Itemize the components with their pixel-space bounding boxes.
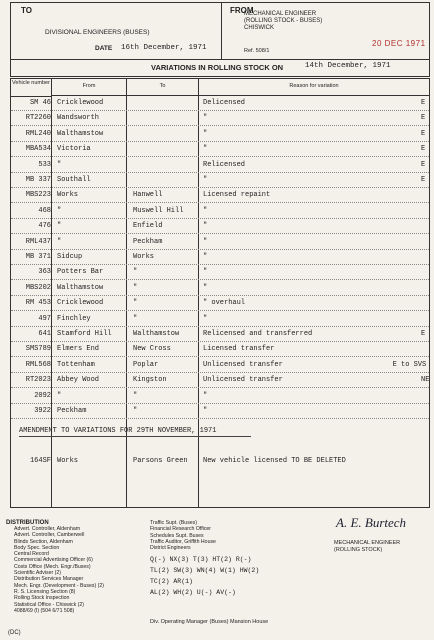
table-row xyxy=(11,189,429,203)
table-row xyxy=(11,251,429,265)
flag-cell: NE xyxy=(421,376,430,385)
from-label: FROM xyxy=(230,6,254,15)
distribution-item: Central Record xyxy=(14,551,49,558)
distribution-item: Commercial Advertising Officer (6) xyxy=(14,557,93,564)
reason-cell: Relicensed and transferred xyxy=(203,330,313,338)
to-cell: " xyxy=(133,391,138,400)
col-header-to: To xyxy=(127,79,198,96)
table-row xyxy=(11,282,429,296)
vehicle-number: RML437 xyxy=(25,237,51,246)
district-codes xyxy=(150,554,259,598)
from-cell: Cricklewood xyxy=(57,299,104,308)
distribution-item: District Engineers xyxy=(150,545,191,552)
from-cell: Southall xyxy=(57,176,91,184)
to-cell: " xyxy=(133,314,138,323)
distribution-list-mid xyxy=(150,520,300,551)
distribution-footer xyxy=(6,515,430,638)
reason-cell: " xyxy=(203,237,208,246)
distribution-list-left xyxy=(14,526,164,614)
distribution-item: Schedules Supt. Buses xyxy=(150,532,204,539)
flag-cell: E xyxy=(421,114,426,123)
vehicle-number: RML568 xyxy=(25,360,51,369)
table-row xyxy=(11,328,429,342)
from-cell: " xyxy=(57,160,62,169)
table-row xyxy=(11,128,429,142)
from-cell: Sidcup xyxy=(57,253,83,261)
col-header-reason: Reason for variation xyxy=(199,79,429,96)
title-date: 14th December, 1971 xyxy=(305,62,391,70)
vehicle-number: 3922 xyxy=(34,407,51,415)
amendment-reason: New vehicle licensed TO BE DELETED xyxy=(203,457,346,465)
to-cell: " xyxy=(133,268,138,277)
table-row xyxy=(11,174,429,188)
date-value: 16th December, 1971 xyxy=(121,44,207,52)
table-row xyxy=(11,343,429,357)
vehicle-number: 533 xyxy=(38,160,51,169)
to-cell: Muswell Hill xyxy=(133,206,184,215)
reason-cell: " xyxy=(203,176,208,184)
signature-subtitle: (ROLLING STOCK) xyxy=(334,547,383,553)
distribution-item: Distribution Services Manager xyxy=(14,576,84,583)
table-row xyxy=(11,390,429,404)
table-row xyxy=(11,359,429,373)
received-stamp: 20 DEC 1971 xyxy=(372,39,426,48)
flag-cell: E xyxy=(421,99,426,107)
table-row xyxy=(11,112,429,126)
title-bar xyxy=(10,58,430,77)
reason-cell: Licensed repaint xyxy=(203,191,271,200)
to-cell: Hanwell xyxy=(133,191,163,200)
reference: Ref. 508/1 xyxy=(244,48,270,54)
table-row xyxy=(11,159,429,173)
district-code-line: AL(2) WH(2) U(-) AV(-) xyxy=(150,589,236,596)
vehicle-number: RT2023 xyxy=(25,376,51,385)
reason-cell: " overhaul xyxy=(203,299,246,308)
vehicle-number: 641 xyxy=(38,330,51,338)
col-header-vehicle: Vehicle number xyxy=(11,79,51,97)
reason-cell: " xyxy=(203,145,208,154)
variations-table xyxy=(10,78,430,508)
reason-cell: " xyxy=(203,314,208,323)
to-cell: Walthamstow xyxy=(133,330,180,338)
distribution-item: Mech. Engr. (Development - Buses) (2) xyxy=(14,582,104,589)
from-cell: Walthamstow xyxy=(57,129,104,138)
from-cell: Elmers End xyxy=(57,345,100,354)
from-cell: " xyxy=(57,222,62,231)
table-row xyxy=(11,220,429,234)
vehicle-number: RT2260 xyxy=(25,114,51,123)
distribution-item: Scientific Adviser (2) xyxy=(14,570,61,577)
table-row xyxy=(11,205,429,219)
distribution-item: Statistical Office - Chiswick (2) xyxy=(14,601,84,608)
reason-cell: Licensed transfer xyxy=(203,345,275,354)
from-cell: Works xyxy=(57,191,79,200)
to-cell: Peckham xyxy=(133,237,163,246)
table-row xyxy=(11,297,429,311)
from-cell: Abbey Wood xyxy=(57,376,100,385)
from-cell: Tottenham xyxy=(57,360,95,369)
table-row xyxy=(11,236,429,250)
table-row xyxy=(11,374,429,388)
flag-cell: E xyxy=(421,330,426,338)
reason-cell: " xyxy=(203,391,208,400)
from-cell: Cricklewood xyxy=(57,99,104,107)
distribution-item: Traffic Auditor, Griffith House xyxy=(150,538,216,545)
from-section xyxy=(222,3,429,59)
vehicle-number: MB 371 xyxy=(25,253,51,261)
to-cell: Kingston xyxy=(133,376,167,385)
vehicle-number: 2092 xyxy=(34,391,51,400)
from-cell: Finchley xyxy=(57,314,91,323)
distribution-item: Advert. Controller, Aldenham xyxy=(14,526,81,532)
signature-title: MECHANICAL ENGINEER xyxy=(334,540,401,546)
table-row xyxy=(11,405,429,419)
vehicle-number: MBS223 xyxy=(25,191,51,200)
amendment-row xyxy=(11,455,429,468)
vehicle-number: 497 xyxy=(38,314,51,323)
reason-cell: " xyxy=(203,222,208,231)
to-cell: " xyxy=(133,407,138,415)
reason-cell: " xyxy=(203,268,208,277)
to-cell: Enfield xyxy=(133,222,163,231)
reason-cell: " xyxy=(203,253,208,261)
from-cell: " xyxy=(57,391,62,400)
district-code-line: TC(2) AR(1) xyxy=(150,578,193,585)
from-cell: Walthamstow xyxy=(57,283,104,292)
reason-cell: Unlicensed transfer xyxy=(203,376,283,385)
vehicle-number: 468 xyxy=(38,206,51,215)
distribution-item: Body Spec. Section xyxy=(14,544,60,551)
table-row xyxy=(11,143,429,157)
amendment-vehicle: 164SF xyxy=(29,457,51,465)
flag-cell: E xyxy=(421,176,426,184)
distribution-item: Financial Research Officer xyxy=(150,526,212,533)
reason-cell: " xyxy=(203,129,208,138)
reason-cell: " xyxy=(203,114,208,123)
from-cell: Peckham xyxy=(57,407,87,415)
date-label: DATE xyxy=(95,45,113,52)
district-code-line: Q(-) NX(3) T(3) HT(2) R(-) xyxy=(150,556,252,563)
flag-cell: E xyxy=(421,129,426,138)
distribution-item: Advert. Controller, Camberwell xyxy=(14,532,85,539)
reason-cell: Relicensed xyxy=(203,160,246,169)
reason-cell: Delicensed xyxy=(203,99,246,107)
distribution-item: Traffic Supt. (Buses) xyxy=(150,520,197,526)
flag-cell: E xyxy=(421,160,426,169)
table-row xyxy=(11,266,429,280)
flag-cell: E xyxy=(421,145,426,154)
to-cell: " xyxy=(133,283,138,292)
reason-cell: Unlicensed transfer xyxy=(203,360,283,369)
to-value: DIVISIONAL ENGINEERS (BUSES) xyxy=(45,29,150,36)
col-header-from: From xyxy=(52,79,126,96)
reason-cell: " xyxy=(203,283,208,292)
to-cell: New Cross xyxy=(133,345,171,354)
to-cell: Works xyxy=(133,253,155,261)
amendment-rule xyxy=(19,436,251,437)
table-row xyxy=(11,97,429,111)
vehicle-number: RML240 xyxy=(25,129,51,138)
from-cell: Potters Bar xyxy=(57,268,104,277)
from-line-2: (ROLLING STOCK - BUSES) xyxy=(244,18,323,24)
amendment-heading: AMENDMENT TO VARIATIONS FOR 29TH NOVEMBER, 1971 xyxy=(19,427,217,435)
from-cell: " xyxy=(57,206,62,215)
from-cell: Wandsworth xyxy=(57,114,100,123)
distribution-item: 4088/69 (I) (504 6/71 508) xyxy=(14,607,75,614)
vehicle-number: MBA534 xyxy=(25,145,51,154)
footer-code: (DC) xyxy=(8,630,21,636)
distribution-item: Rolling Stock Inspection xyxy=(14,595,70,602)
from-line-1: MECHANICAL ENGINEER xyxy=(244,11,317,17)
to-section xyxy=(11,3,222,59)
reason-cell: " xyxy=(203,206,208,215)
signature: A. E. Burtech xyxy=(336,515,407,530)
amendment-to: Parsons Green xyxy=(133,457,188,465)
from-cell: Stamford Hill xyxy=(57,330,112,338)
vehicle-number: 363 xyxy=(38,268,51,277)
from-cell: Victoria xyxy=(57,145,91,154)
to-cell: Poplar xyxy=(133,360,159,369)
dom-line: Div. Operating Manager (Buses) Mansion House xyxy=(150,619,269,625)
amendment-from: Works xyxy=(57,457,79,465)
from-cell: " xyxy=(57,237,62,246)
vehicle-number: SM 46 xyxy=(29,99,51,107)
header-box xyxy=(10,2,430,60)
distribution-item: R. S. Licensing Section (8) xyxy=(14,588,76,595)
vehicle-number: 476 xyxy=(38,222,51,231)
vehicle-number: MBS202 xyxy=(25,283,51,292)
distribution-item: Costs Office (Mech. Engr./Buses) xyxy=(14,563,91,570)
distribution-title: DISTRIBUTION xyxy=(6,520,49,526)
vehicle-number: MB 337 xyxy=(25,176,51,184)
to-label: TO xyxy=(21,6,32,15)
vehicle-number: RM 453 xyxy=(25,299,51,308)
reason-cell: " xyxy=(203,407,208,415)
table-row xyxy=(11,313,429,327)
from-line-3: CHISWICK xyxy=(244,25,274,31)
distribution-item: Blinds Section, Aldenham xyxy=(14,538,73,545)
flag-cell: E to SVS xyxy=(392,360,427,369)
district-code-line: TL(2) SW(3) WN(4) W(1) HW(2) xyxy=(150,567,260,574)
title-label: VARIATIONS IN ROLLING STOCK ON xyxy=(151,63,284,72)
vehicle-number: SMS789 xyxy=(25,345,51,354)
to-cell: " xyxy=(133,299,138,308)
